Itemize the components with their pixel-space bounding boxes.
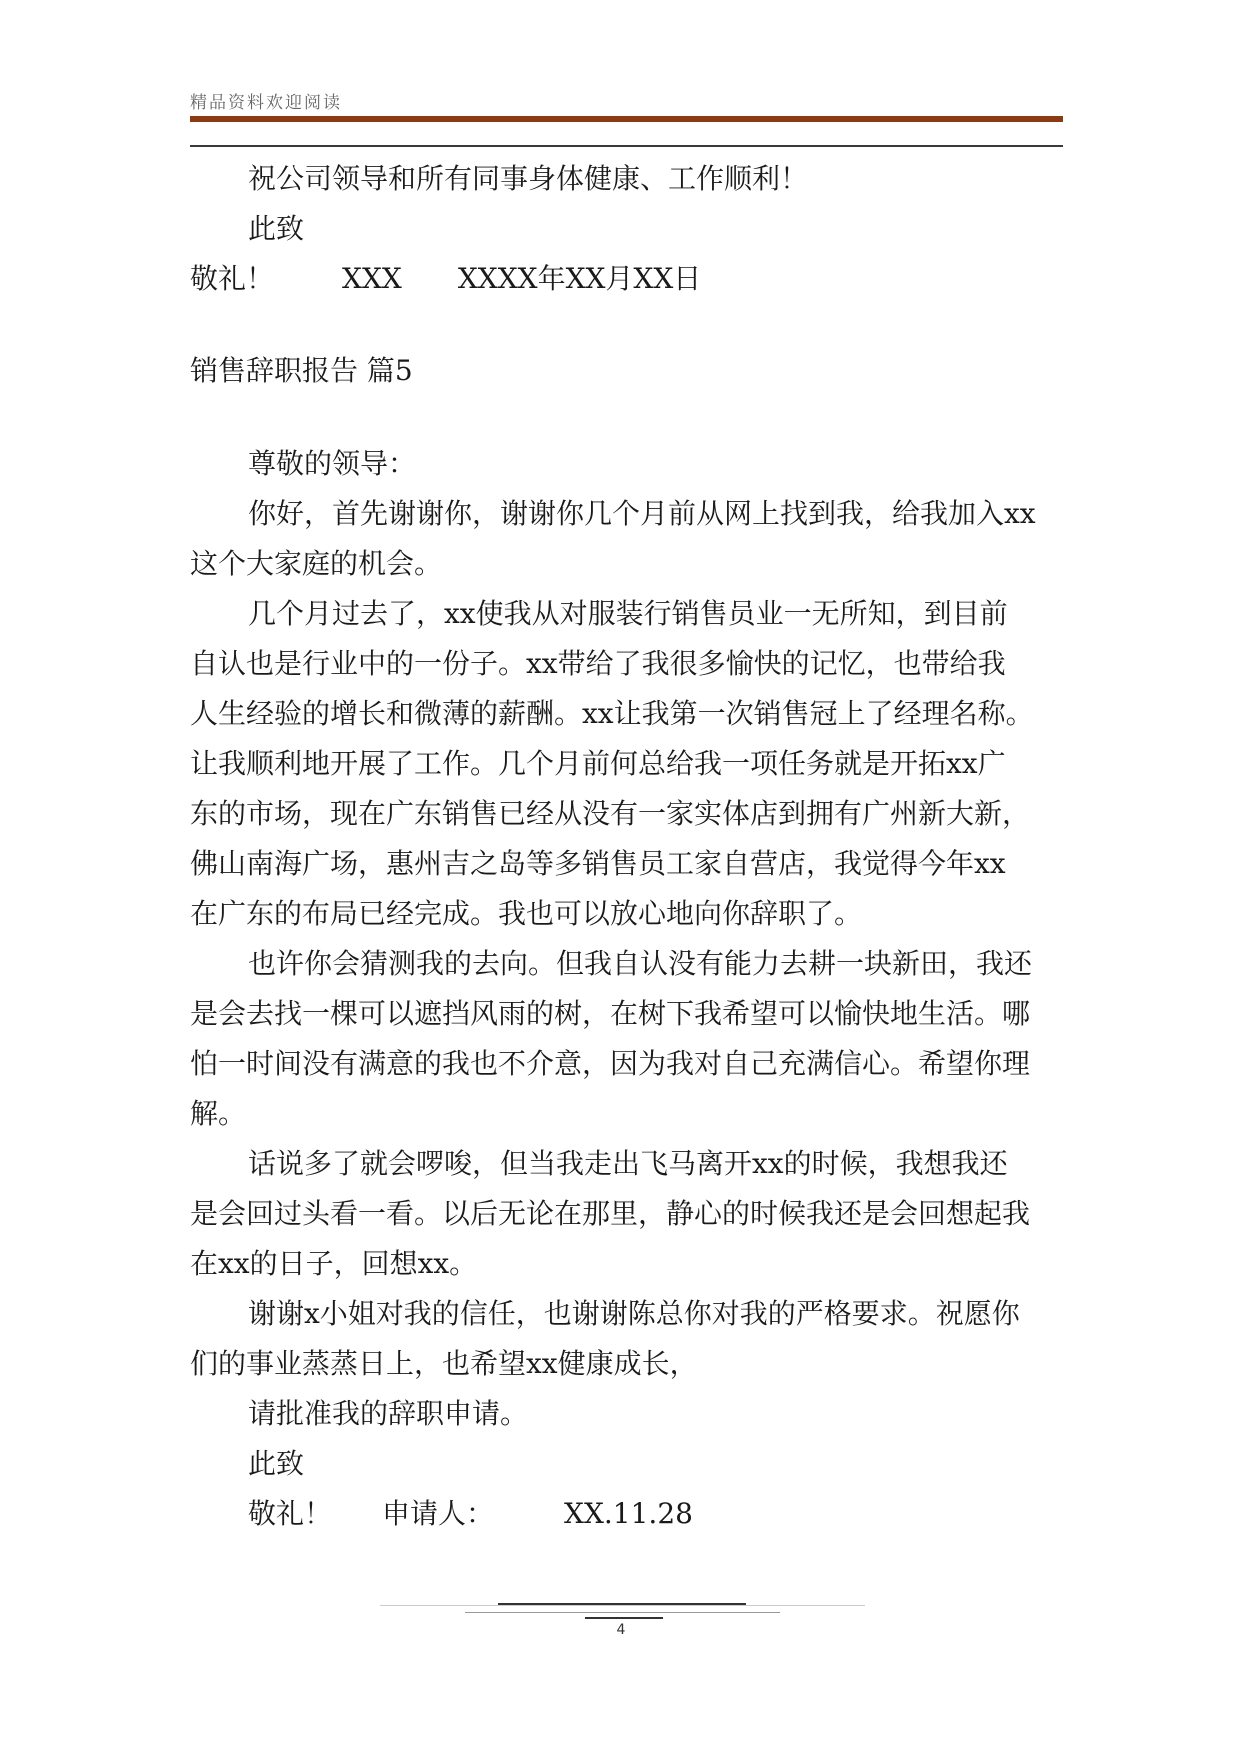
closing-signature-line	[248, 1496, 693, 1532]
closing-date-prev: XXXX年XX月XX日	[457, 262, 702, 295]
closing-salutation: 此致	[248, 1447, 305, 1480]
body-line: 解。	[190, 1097, 247, 1130]
body-line: 也许你会猜测我的去向。但我自认没有能力去耕一块新田，我还	[248, 947, 1033, 980]
body-line: 们的事业蒸蒸日上，也希望xx健康成长，	[190, 1347, 698, 1380]
body-line: 你好，首先谢谢你，谢谢你几个月前从网上找到我，给我加入xx	[248, 497, 1036, 530]
closing-date: XX.11.28	[564, 1497, 693, 1530]
page-number: 4	[616, 1622, 626, 1638]
header-divider-thin	[190, 145, 1063, 147]
closing-salutation-prev: 此致	[248, 212, 305, 245]
body-line: 东的市场，现在广东销售已经从没有一家实体店到拥有广州新大新，	[190, 797, 1031, 830]
header-divider-thick	[190, 116, 1063, 122]
section-title: 销售辞职报告 篇5	[190, 354, 413, 387]
letter-greeting: 尊敬的领导：	[248, 447, 417, 480]
page-header-title: 精品资料欢迎阅读	[190, 93, 342, 113]
footer-divider	[380, 1605, 865, 1606]
body-line: 请批准我的辞职申请。	[248, 1397, 529, 1430]
body-line: 谢谢x小姐对我的信任，也谢谢陈总你对我的严格要求。祝愿你	[248, 1297, 1020, 1330]
body-line: 在广东的布局已经完成。我也可以放心地向你辞职了。	[190, 897, 863, 930]
body-line: 人生经验的增长和微薄的薪酬。xx让我第一次销售冠上了经理名称。	[190, 697, 1034, 730]
applicant-label: 申请人：	[382, 1497, 495, 1530]
closing-regards-prev: 敬礼！	[190, 262, 275, 295]
footer-divider	[498, 1603, 746, 1605]
body-line: 在xx的日子，回想xx。	[190, 1247, 478, 1280]
body-line: 自认也是行业中的一份子。xx带给了我很多愉快的记忆，也带给我	[190, 647, 1006, 680]
body-line: 佛山南海广场，惠州吉之岛等多销售员工家自营店，我觉得今年xx	[190, 847, 1006, 880]
body-line: 是会去找一棵可以遮挡风雨的树，在树下我希望可以愉快地生活。哪	[190, 997, 1031, 1030]
body-line: 几个月过去了，xx使我从对服装行销售员业一无所知，到目前	[248, 597, 1008, 630]
body-line: 让我顺利地开展了工作。几个月前何总给我一项任务就是开拓xx广	[190, 747, 1006, 780]
body-line: 这个大家庭的机会。	[190, 547, 443, 580]
closing-regards: 敬礼！	[248, 1497, 333, 1530]
body-line: 是会回过头看一看。以后无论在那里，静心的时候我还是会回想起我	[190, 1197, 1031, 1230]
footer-divider	[585, 1617, 663, 1619]
body-line: 话说多了就会啰唆，但当我走出飞马离开xx的时候，我想我还	[248, 1147, 1008, 1180]
closing-wish: 祝公司领导和所有同事身体健康、工作顺利！	[248, 162, 809, 195]
footer-divider	[465, 1612, 780, 1613]
closing-signature-line-prev	[190, 261, 701, 297]
body-line: 怕一时间没有满意的我也不介意，因为我对自己充满信心。希望你理	[190, 1047, 1031, 1080]
closing-name-prev: XXX	[342, 262, 402, 295]
